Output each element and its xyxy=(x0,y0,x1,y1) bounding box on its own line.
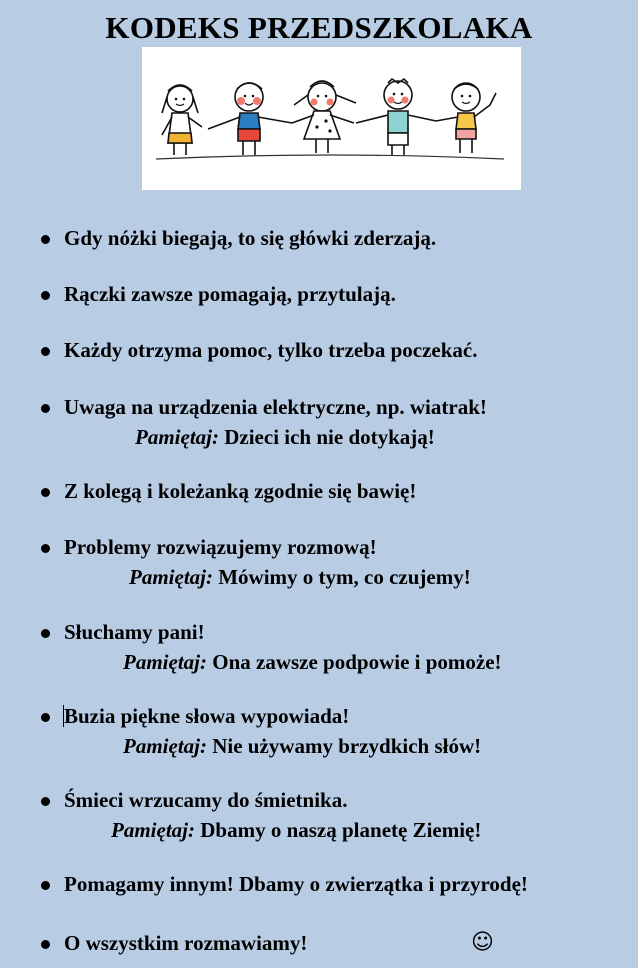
note-text: Dbamy o naszą planetę Ziemię! xyxy=(194,818,482,842)
rule-note xyxy=(129,563,471,591)
rule-text: Z kolegą i koleżanką zgodnie się bawię! xyxy=(64,479,417,503)
bullet xyxy=(41,713,50,722)
smiley-icon: ☺ xyxy=(471,930,494,955)
rule-note xyxy=(123,732,481,760)
note-text: Nie używamy brzydkich słów! xyxy=(206,734,482,758)
note-text: Mówimy o tym, co czujemy! xyxy=(212,565,471,589)
bullet xyxy=(41,488,50,497)
rule-text: Gdy nóżki biegają, to się główki zderzają. xyxy=(64,226,437,250)
bullet xyxy=(41,629,50,638)
note-label: Pamiętaj: xyxy=(123,650,207,674)
bullet xyxy=(41,544,50,553)
rule-text: Słuchamy pani! xyxy=(64,620,205,644)
bullet xyxy=(41,940,50,949)
bullet xyxy=(41,291,50,300)
note-text: Ona zawsze podpowie i pomoże! xyxy=(206,650,502,674)
rule-note xyxy=(135,423,435,451)
note-label: Pamiętaj: xyxy=(129,565,213,589)
note-text: Dzieci ich nie dotykają! xyxy=(218,425,435,449)
rule-text: O wszystkim rozmawiamy! xyxy=(64,931,308,955)
rule-note xyxy=(123,648,502,676)
note-label: Pamiętaj: xyxy=(135,425,219,449)
rule-text: Każdy otrzyma pomoc, tylko trzeba poczekać. xyxy=(64,338,478,362)
note-label: Pamiętaj: xyxy=(111,818,195,842)
rule-text: Buzia piękne słowa wypowiada! xyxy=(64,704,350,728)
rule-text: Rączki zawsze pomagają, przytulają. xyxy=(64,282,396,306)
bullet xyxy=(41,881,50,890)
bullet xyxy=(41,797,50,806)
rule-text: Problemy rozwiązujemy rozmową! xyxy=(64,535,377,559)
bullet xyxy=(41,235,50,244)
document-title: KODEKS PRZEDSZKOLAKA xyxy=(105,10,533,45)
rule-text: Pomagamy innym! Dbamy o zwierzątka i przyrodę! xyxy=(64,872,528,896)
bullet xyxy=(41,347,50,356)
rule-note xyxy=(111,816,481,844)
rule-text: Uwaga na urządzenia elektryczne, np. wiatrak! xyxy=(64,395,487,419)
note-label: Pamiętaj: xyxy=(123,734,207,758)
bullet xyxy=(41,404,50,413)
rule-text: Śmieci wrzucamy do śmietnika. xyxy=(64,788,348,812)
